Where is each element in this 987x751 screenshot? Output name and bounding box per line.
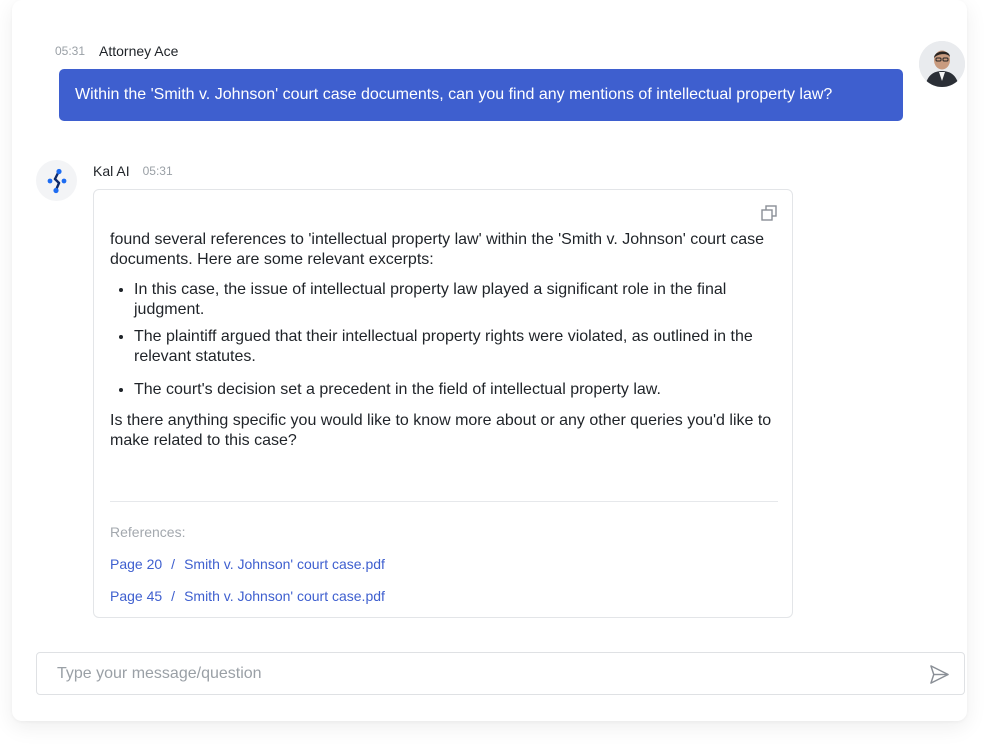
- ai-response-body: [110, 230, 782, 451]
- user-message-header: [55, 43, 178, 59]
- user-message-time: 05:31: [55, 44, 86, 58]
- chat-panel: [12, 0, 967, 721]
- excerpt-item: • The court's decision set a precedent in the field of intellectual property law.: [134, 380, 782, 400]
- reference-link-page-20[interactable]: [110, 556, 385, 572]
- send-icon[interactable]: [929, 664, 950, 685]
- ai-response-card: [93, 189, 793, 618]
- message-composer: [36, 652, 965, 695]
- reference-separator: /: [171, 588, 176, 604]
- reference-page: Page 45: [110, 588, 163, 604]
- copy-icon[interactable]: [760, 204, 778, 222]
- ai-message-header: [93, 163, 173, 179]
- reference-link-page-45[interactable]: [110, 588, 385, 604]
- divider: [110, 501, 778, 502]
- user-message-bubble: [59, 69, 903, 121]
- user-photo-avatar-icon: [919, 41, 965, 87]
- excerpt-item: • In this case, the issue of intellectual property law played a significant role in the final judgment.: [134, 280, 782, 320]
- ai-closing-text: Is there anything specific you would like to know more about or any other queries you'd like to make related to this case?: [110, 412, 772, 449]
- ai-message-time: 05:31: [142, 164, 173, 178]
- message-input[interactable]: [37, 653, 917, 694]
- user-avatar: [919, 41, 965, 87]
- ai-avatar: [36, 160, 77, 201]
- reference-page: Page 20: [110, 556, 163, 572]
- ai-name: Kal AI: [93, 163, 130, 179]
- excerpt-item: • The plaintiff argued that their intellectual property rights were violated, as outlined in the relevant statutes.: [134, 327, 782, 367]
- kal-ai-logo-icon: [45, 168, 69, 194]
- ai-intro-text: found several references to 'intellectual property law' within the 'Smith v. Johnson' court case documents. Here are some relevant excerpts:: [110, 231, 765, 268]
- references-title: References:: [110, 524, 186, 540]
- user-name: Attorney Ace: [99, 43, 179, 59]
- reference-separator: /: [171, 556, 176, 572]
- reference-file: Smith v. Johnson' court case.pdf: [184, 588, 385, 604]
- reference-file: Smith v. Johnson' court case.pdf: [184, 556, 385, 572]
- user-message-text: Within the 'Smith v. Johnson' court case documents, can you find any mentions of intellectual property law?: [75, 86, 833, 103]
- excerpt-list: [110, 280, 782, 400]
